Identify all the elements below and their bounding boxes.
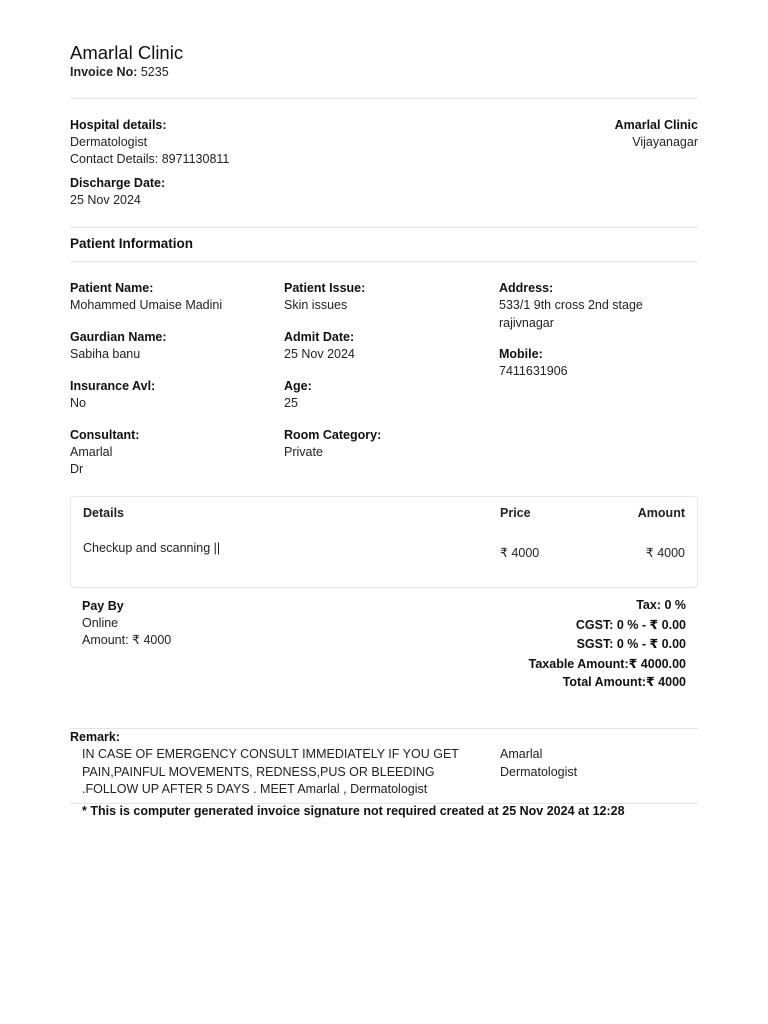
divider xyxy=(70,227,698,228)
divider xyxy=(70,728,698,729)
room-category: Private xyxy=(284,445,323,459)
hospital-contact: Contact Details: 8971130811 xyxy=(70,152,230,166)
item-price: ₹ 4000 xyxy=(500,546,540,560)
item-amount: ₹ 4000 xyxy=(645,546,685,560)
discharge-date-label: Discharge Date: xyxy=(70,176,166,190)
invoice-number-label: Invoice No: xyxy=(70,65,138,79)
cgst-line: CGST: 0 % - ₹ 0.00 xyxy=(575,617,686,632)
clinic-title: Amarlal Clinic xyxy=(70,42,184,63)
consultant-name: Amarlal xyxy=(70,445,113,459)
divider xyxy=(70,261,698,262)
invoice-number: 5235 xyxy=(140,65,169,79)
hospital-name-right: Amarlal Clinic xyxy=(614,118,698,132)
address-line-2: rajivnagar xyxy=(499,316,554,330)
hospital-details-label: Hospital details: xyxy=(70,118,167,132)
patient-issue: Skin issues xyxy=(284,298,348,312)
generated-note: * This is computer generated invoice signature not required created at 25 Nov 2024 at 12:28 xyxy=(82,804,625,818)
payment-method: Online xyxy=(82,616,119,630)
age-value: 25 xyxy=(284,396,298,410)
remark-line-1: IN CASE OF EMERGENCY CONSULT IMMEDIATELY IF YOU GET xyxy=(82,747,459,761)
discharge-date: 25 Nov 2024 xyxy=(70,193,141,207)
admit-date-label: Admit Date: xyxy=(284,330,355,344)
guardian-name-label: Gaurdian Name: xyxy=(70,330,167,344)
doctor-name: Amarlal xyxy=(500,747,543,761)
details-header: Details xyxy=(83,506,124,520)
consultant-label: Consultant: xyxy=(70,428,140,442)
consultant-title: Dr xyxy=(70,462,84,476)
total-amount: Total Amount:₹ 4000 xyxy=(562,674,686,689)
insurance-label: Insurance Avl: xyxy=(70,379,156,393)
address-line-1: 533/1 9th cross 2nd stage xyxy=(499,298,643,312)
mobile-label: Mobile: xyxy=(499,347,543,361)
invoice-number-line xyxy=(70,65,169,79)
taxable-amount: Taxable Amount:₹ 4000.00 xyxy=(528,656,686,671)
patient-info-title: Patient Information xyxy=(70,236,194,251)
insurance-value: No xyxy=(70,396,86,410)
item-details: Checkup and scanning || xyxy=(83,541,221,555)
patient-name: Mohammed Umaise Madini xyxy=(70,298,223,312)
remark-label: Remark: xyxy=(70,730,121,744)
address-label: Address: xyxy=(499,281,554,295)
doctor-department: Dermatologist xyxy=(500,765,578,779)
price-header: Price xyxy=(500,506,531,520)
remark-line-3: .FOLLOW UP AFTER 5 DAYS . MEET Amarlal , Dermatologist xyxy=(82,782,428,796)
room-category-label: Room Category: xyxy=(284,428,382,442)
tax-line: Tax: 0 % xyxy=(636,598,686,612)
mobile-number: 7411631906 xyxy=(499,364,568,378)
patient-issue-label: Patient Issue: xyxy=(284,281,366,295)
hospital-department: Dermatologist xyxy=(70,135,148,149)
guardian-name: Sabiha banu xyxy=(70,347,141,361)
sgst-line: SGST: 0 % - ₹ 0.00 xyxy=(576,637,686,651)
admit-date: 25 Nov 2024 xyxy=(284,347,355,361)
age-label: Age: xyxy=(284,379,312,393)
divider xyxy=(70,98,698,99)
pay-by-label: Pay By xyxy=(82,599,124,613)
hospital-location: Vijayanagar xyxy=(632,135,698,149)
remark-line-2: PAIN,PAINFUL MOVEMENTS, REDNESS,PUS OR BLEEDING xyxy=(82,765,435,779)
totals-block xyxy=(426,596,686,691)
amount-header: Amount xyxy=(637,506,685,520)
patient-name-label: Patient Name: xyxy=(70,281,154,295)
payment-amount: Amount: ₹ 4000 xyxy=(82,633,172,647)
items-table xyxy=(70,496,698,588)
